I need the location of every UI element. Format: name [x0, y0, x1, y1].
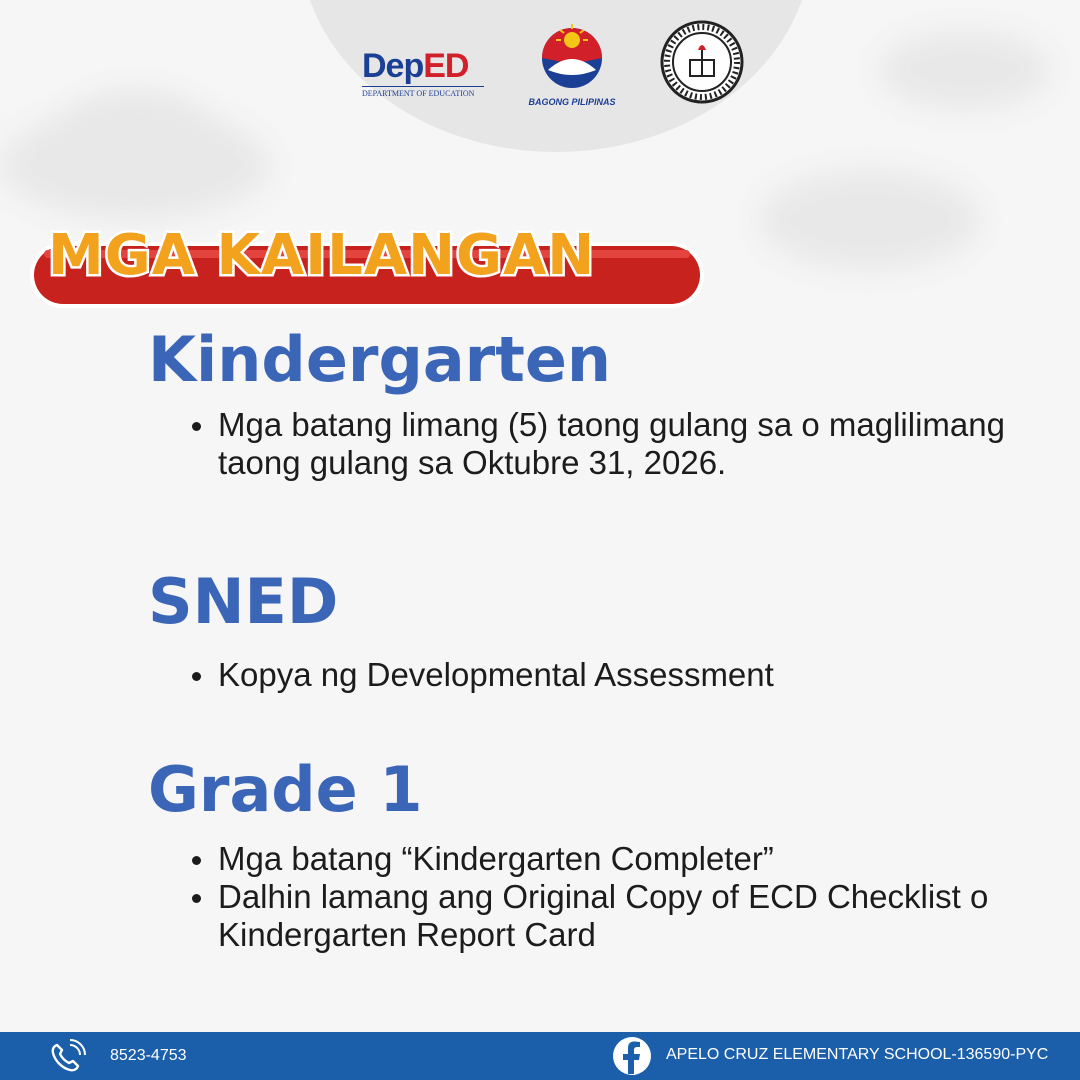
section-heading-sned: SNED	[148, 565, 339, 638]
list-item: Mga batang limang (5) taong gulang sa o maglilimang taong gulang sa Oktubre 31, 2026.	[188, 406, 1018, 482]
bagong-pilipinas-emblem-icon	[534, 18, 610, 90]
phone-icon	[48, 1039, 88, 1075]
bagong-pilipinas-caption: BAGONG PILIPINAS	[528, 97, 616, 107]
bagong-pilipinas-logo	[522, 18, 622, 108]
logo-header	[300, 0, 812, 150]
cloud-decoration	[760, 170, 980, 270]
school-name-link[interactable]: APELO CRUZ ELEMENTARY SCHOOL-136590-PYC	[666, 1046, 1049, 1063]
list-item: Kopya ng Developmental Assessment	[188, 656, 1028, 694]
footer-bar	[0, 1032, 1080, 1080]
kindergarten-requirements-list	[188, 406, 1028, 482]
deped-logo-dep: Dep	[362, 47, 424, 85]
list-item: Dalhin lamang ang Original Copy of ECD Checklist o Kindergarten Report Card	[188, 878, 1068, 954]
section-heading-kindergarten: Kindergarten	[148, 323, 612, 396]
page-title: MGA KAILANGAN	[48, 223, 596, 288]
section-heading-grade-1: Grade 1	[148, 753, 423, 826]
sned-requirements-list	[188, 656, 1028, 694]
deped-logo	[362, 48, 484, 100]
phone-number: 8523-4753	[110, 1047, 187, 1064]
list-item: Mga batang “Kindergarten Completer”	[188, 840, 1068, 878]
grade-1-requirements-list	[188, 840, 1068, 954]
cloud-decoration	[60, 90, 210, 180]
deped-logo-ed: ED	[423, 47, 469, 85]
school-seal-icon	[660, 20, 744, 104]
facebook-icon[interactable]	[612, 1036, 652, 1076]
cloud-decoration	[880, 30, 1050, 110]
deped-logo-subtitle: DEPARTMENT OF EDUCATION	[362, 86, 484, 98]
